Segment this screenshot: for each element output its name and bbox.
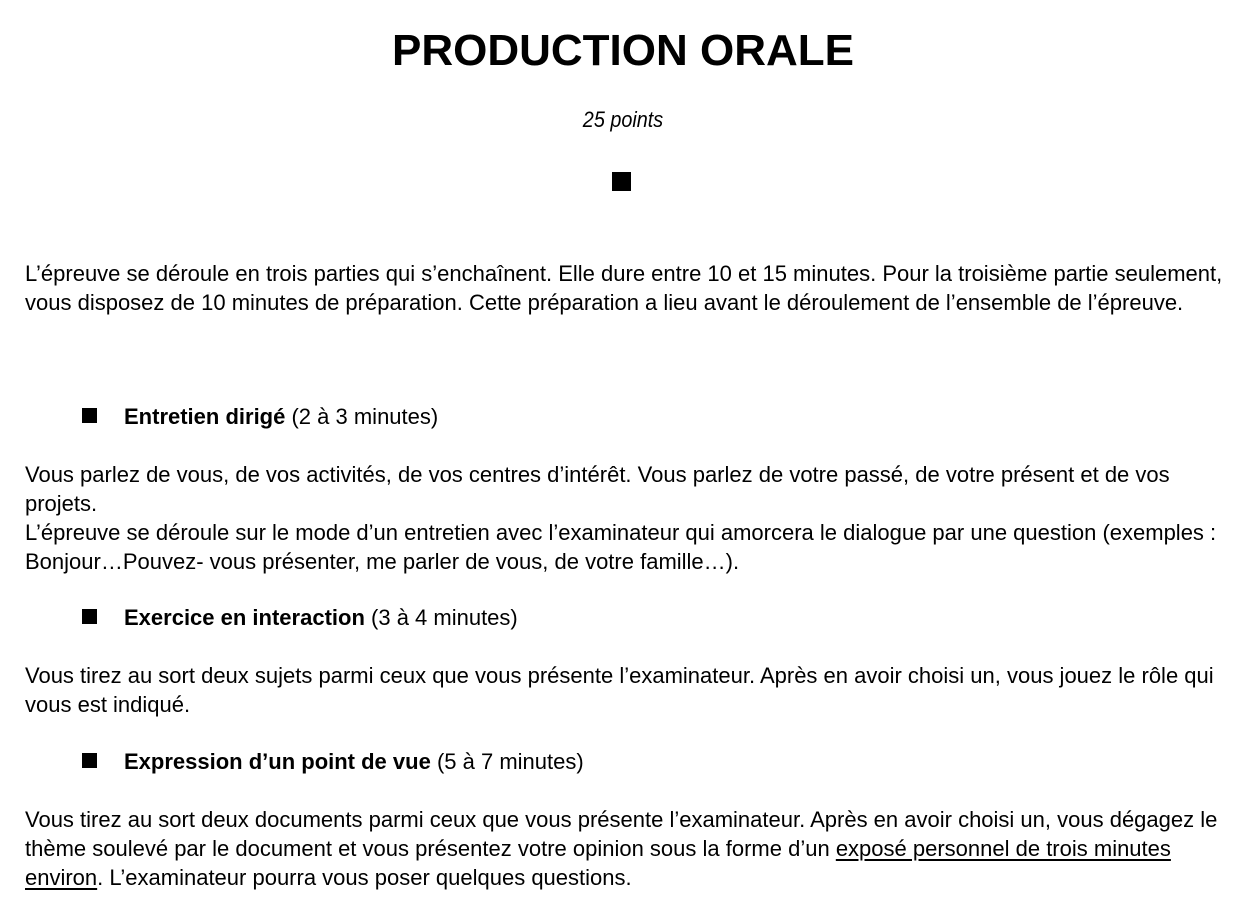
- section-duration: (5 à 7 minutes): [436, 749, 584, 774]
- square-bullet-icon: [82, 753, 97, 768]
- section-duration: (3 à 4 minutes): [371, 605, 518, 630]
- section-paragraph: Vous tirez au sort deux sujets parmi ceux que vous présente l’examinateur. Après en avoir choisi un, vous jouez le rôle qui vous est indiqué.: [25, 663, 1214, 717]
- intro-paragraph: L’épreuve se déroule en trois parties qui s’enchaînent. Elle dure entre 10 et 15 minutes. Pour la troisième partie seulement, vous disposez de 10 minutes de préparation. Cette préparation a lieu avant le déroulement de l’ensemble de l’épreuve.: [25, 261, 1223, 315]
- underlined-text: exposé personnel de trois minutes environ: [25, 836, 1171, 890]
- square-bullet-icon: [82, 609, 97, 624]
- page-title: PRODUCTION ORALE: [392, 26, 854, 75]
- section-title: Entretien dirigé: [124, 404, 286, 429]
- section-title: Exercice en interaction: [124, 605, 365, 630]
- section-title: Expression d’un point de vue: [124, 749, 431, 774]
- paragraph-text: Vous tirez au sort deux documents parmi ceux que vous présente l’examinateur. Après en avoir choisi un, vous dégagez le thème soulevé par le document et vous présentez votre opinion sous la forme d’un: [25, 807, 1218, 861]
- square-bullet-icon: [82, 408, 97, 423]
- square-bullet-icon: [612, 172, 631, 191]
- section-duration: (2 à 3 minutes): [291, 404, 439, 429]
- page-subtitle: 25 points: [582, 107, 664, 132]
- section-paragraph: L’épreuve se déroule sur le mode d’un entretien avec l’examinateur qui amorcera le dialogue par une question (exemples : Bonjour…Pouvez- vous présenter, me parler de vous, de votre famille…).: [25, 520, 1217, 574]
- section-paragraph: Vous parlez de vous, de vos activités, de vos centres d’intérêt. Vous parlez de votre passé, de votre présent et de vos projets.: [25, 462, 1170, 516]
- paragraph-text: . L’examinateur pourra vous poser quelques questions.: [97, 865, 632, 890]
- section-paragraph: [25, 805, 1225, 892]
